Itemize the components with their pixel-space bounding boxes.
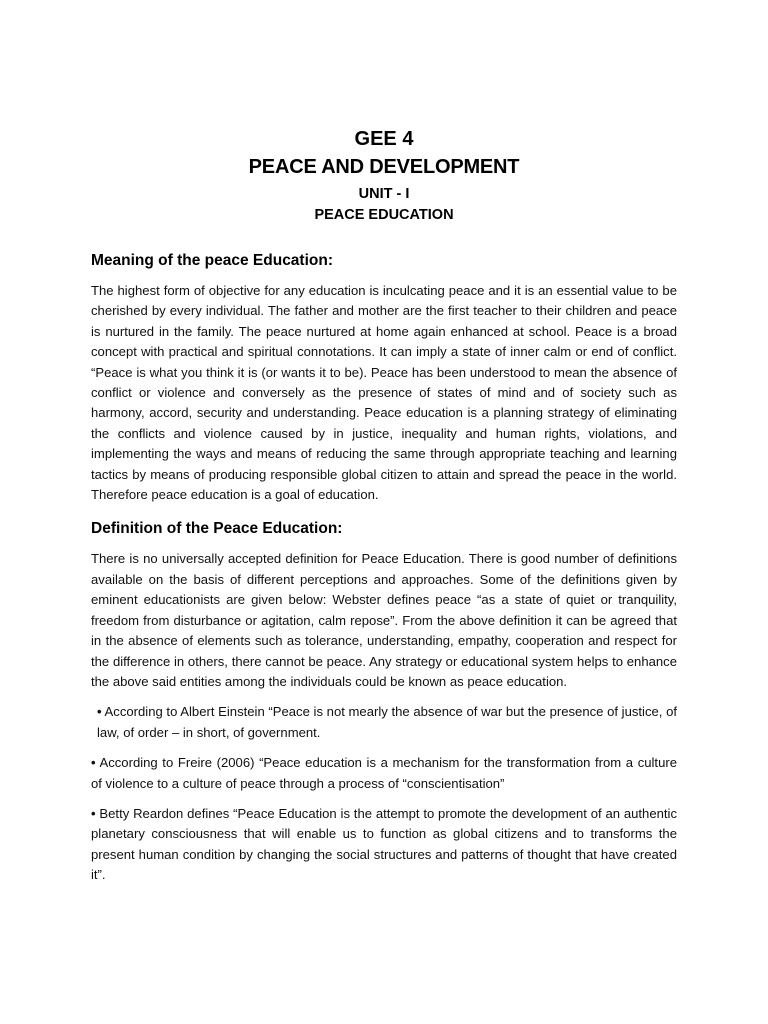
definition-heading: Definition of the Peace Education: (91, 520, 343, 538)
course-title: PEACE AND DEVELOPMENT (248, 156, 520, 178)
definition-paragraph: There is no universally accepted definition for Peace Education. There is good number of definitions available on the basis of different perceptions and approaches. Some of the definitions given by eminent educationists are given below: Webster defines peace “as a state of quiet or tranquility, freedom from disturbance or agitation, calm repose”. From the above definition it can be agreed that in the absence of elements such as tolerance, understanding, empathy, cooperation and respect for the difference in others, there cannot be peace. Any strategy or educational system helps to enhance the above said entities among the individuals could be known as peace education. (91, 551, 677, 689)
meaning-paragraph: The highest form of objective for any education is inculcating peace and it is an essential value to be cherished by every individual. The father and mother are the first teacher to their children and peace is nurtured in the family. The peace nurtured at home again enhanced at school. Peace is a broad concept with practical and spiritual connotations. It can imply a state of inner calm or end of conflict. “Peace is what you think it is (or wants it to be). Peace has been understood to mean the absence of conflict or violence and conversely as the presence of states of mind and of society such as harmony, accord, security and understanding. Peace education is a planning strategy of eliminating the conflicts and violence caused by in justice, inequality and human rights, violations, and implementing the ways and means of reducing the same through appropriate teaching and learning tactics by means of producing responsible global citizen to attain and spread the peace in the world. Therefore peace education is a goal of education. (91, 283, 677, 503)
bullet-text: According to Albert Einstein “Peace is not mearly the absence of war but the presence of justice, of law, of order – in short, of government. (97, 704, 678, 740)
meaning-heading: Meaning of the peace Education: (91, 252, 333, 269)
course-code: GEE 4 (354, 128, 414, 150)
bullet-item-reardon (91, 804, 677, 886)
topic-title: PEACE EDUCATION (314, 207, 454, 223)
bullet-item-freire (91, 753, 677, 794)
unit-label: UNIT - I (358, 186, 410, 202)
document-body (91, 251, 677, 896)
bullet-text: According to Freire (2006) “Peace education is a mechanism for the transformation from a culture of violence to a culture of peace through a process of “conscientisation” (91, 755, 677, 791)
bullet-icon: • (97, 704, 102, 720)
bullet-icon: • (91, 755, 96, 771)
bullet-item-einstein (91, 702, 677, 743)
bullet-icon: • (91, 805, 96, 821)
bullet-text: Betty Reardon defines “Peace Education is the attempt to promote the development of an authentic planetary consciousness that will enable us to function as global citizens and to transforms the present human condition by changing the social structures and patterns of thought that have created it”. (91, 805, 677, 883)
